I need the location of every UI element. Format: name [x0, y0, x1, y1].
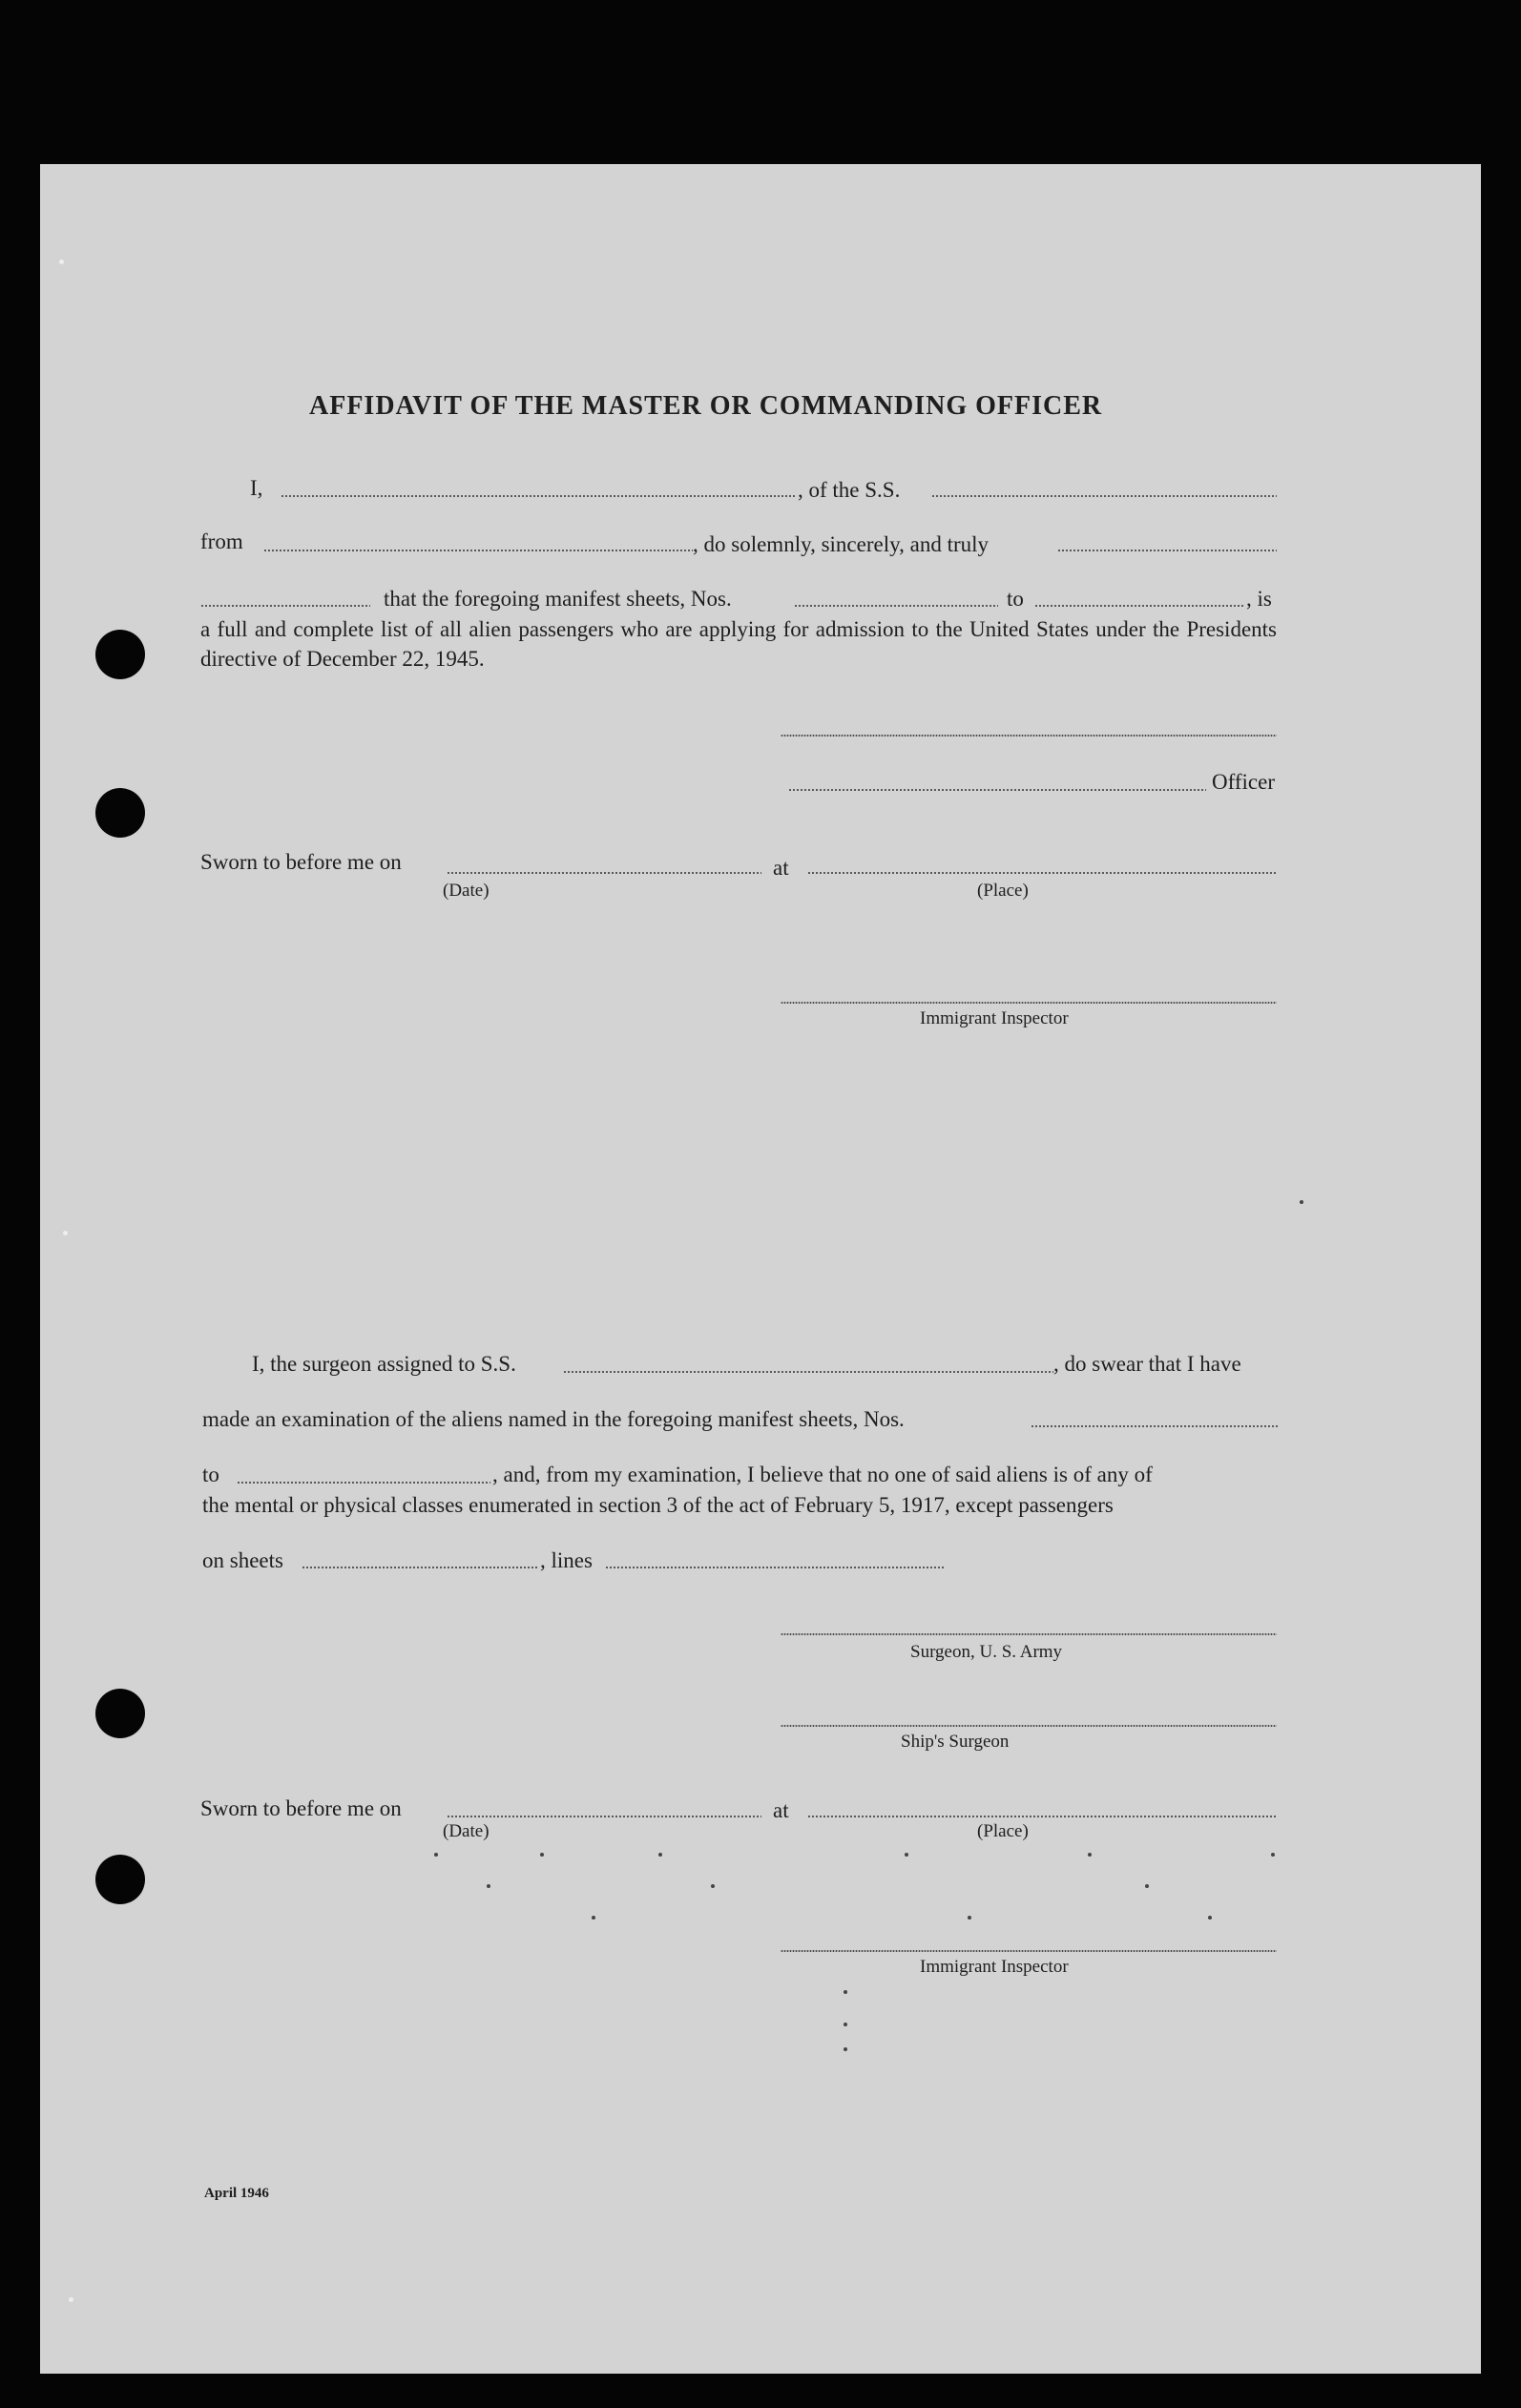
sworn-date-field[interactable] [447, 872, 761, 874]
classes-label: the mental or physical classes enumerated in section 3 of the act of February 5, 1917, except passengers [202, 1493, 1114, 1517]
at-label: at [773, 856, 789, 880]
stray-dot [658, 1853, 662, 1857]
form-title: AFFIDAVIT OF THE MASTER OR COMMANDING OFFICER [309, 391, 1103, 421]
oath-continuation-field[interactable] [200, 605, 370, 607]
stray-dot [434, 1853, 438, 1857]
form-date-footer: April 1946 [204, 2186, 269, 2201]
sheets-from-field[interactable] [794, 605, 998, 607]
ship-name-field[interactable] [931, 495, 1277, 497]
sworn-place-field[interactable] [807, 872, 1277, 874]
sworn-label: Sworn to before me on [200, 850, 402, 874]
punch-hole [95, 1855, 145, 1904]
lines-label: , lines [540, 1548, 593, 1572]
from-label: from [200, 529, 243, 553]
master-name-field[interactable] [281, 495, 796, 497]
stray-dot [1088, 1853, 1092, 1857]
oath-word-field[interactable] [1057, 550, 1277, 551]
ship-surgeon-signature-line[interactable] [781, 1725, 1277, 1727]
sworn-date-field-2[interactable] [447, 1816, 761, 1817]
inspector-caption-2: Immigrant Inspector [920, 1957, 1069, 1977]
date-caption: (Date) [443, 881, 490, 901]
manifest-label: that the foregoing manifest sheets, Nos. [384, 587, 732, 611]
officer-label: Officer [1212, 770, 1275, 794]
on-sheets-label: on sheets [202, 1548, 283, 1572]
stray-dot [905, 1853, 908, 1857]
to-label-2: to [202, 1463, 219, 1486]
punch-hole [95, 1689, 145, 1738]
punch-hole [95, 630, 145, 679]
stray-dot [844, 1990, 847, 1994]
to-label: to [1007, 587, 1024, 611]
sheets-to-field[interactable] [1034, 605, 1244, 607]
punch-hole [95, 788, 145, 838]
of-ss-label: , of the S.S. [798, 478, 901, 502]
swear-label: , do swear that I have [1053, 1352, 1241, 1376]
i-label: I, [250, 476, 263, 500]
army-surgeon-signature-line[interactable] [781, 1633, 1277, 1635]
is-label: , is [1246, 587, 1272, 611]
stray-dot [1300, 1200, 1303, 1204]
signature-line[interactable] [781, 735, 1277, 737]
speck [59, 259, 64, 264]
inspector-signature-line-2[interactable] [781, 1950, 1277, 1952]
stray-dot [844, 2023, 847, 2026]
sworn-place-field-2[interactable] [807, 1816, 1277, 1817]
stray-dot [487, 1884, 490, 1888]
surgeon-intro: I, the surgeon assigned to S.S. [252, 1352, 516, 1376]
stray-dot [968, 1916, 971, 1920]
speck [63, 1231, 68, 1235]
army-surgeon-caption: Surgeon, U. S. Army [910, 1642, 1063, 1662]
speck [69, 2297, 73, 2302]
stray-dot [1208, 1916, 1212, 1920]
from-port-field[interactable] [263, 550, 693, 551]
date-caption-2: (Date) [443, 1821, 490, 1841]
exam-label: made an examination of the aliens named in the foregoing manifest sheets, Nos. [202, 1407, 905, 1431]
on-sheets-field[interactable] [302, 1567, 538, 1568]
inspector-signature-line[interactable] [781, 1002, 1277, 1004]
exam-sheets-to-field[interactable] [237, 1482, 490, 1484]
inspector-caption: Immigrant Inspector [920, 1008, 1069, 1028]
ship-surgeon-caption: Ship's Surgeon [901, 1732, 1010, 1752]
surgeon-ship-field[interactable] [563, 1371, 1053, 1373]
at-label-2: at [773, 1798, 789, 1822]
stray-dot [1145, 1884, 1149, 1888]
sworn-label-2: Sworn to before me on [200, 1796, 402, 1820]
lines-field[interactable] [605, 1567, 945, 1568]
stray-dot [844, 2047, 847, 2051]
stray-dot [592, 1916, 595, 1920]
place-caption-2: (Place) [977, 1821, 1029, 1841]
solemnly-label: , do solemnly, sincerely, and truly [693, 532, 990, 556]
officer-signature-field[interactable] [788, 789, 1206, 791]
stray-dot [1271, 1853, 1275, 1857]
affidavit-body: a full and complete list of all alien passengers who are applying for admission to the United States under the Presidents directive of December 22, 1945. [200, 617, 1277, 671]
exam-sheets-field[interactable] [1031, 1425, 1279, 1427]
stray-dot [711, 1884, 715, 1888]
place-caption: (Place) [977, 881, 1029, 901]
stray-dot [540, 1853, 544, 1857]
belief-label: , and, from my examination, I believe that no one of said aliens is of any of [492, 1463, 1153, 1486]
